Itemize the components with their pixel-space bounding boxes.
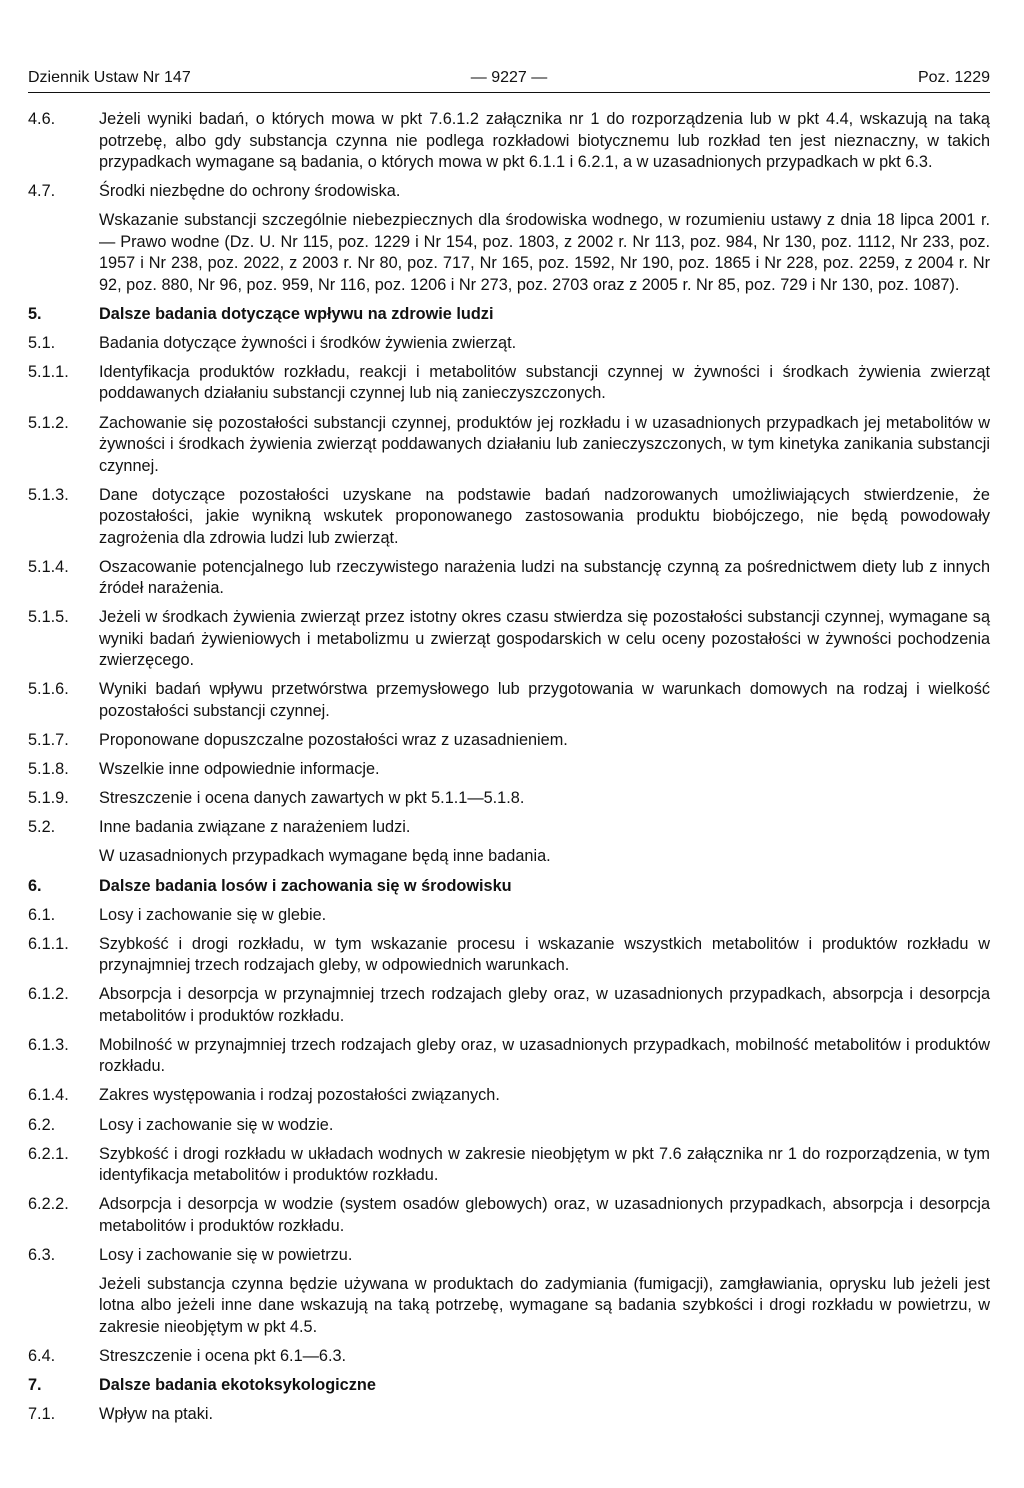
numbered-paragraph bbox=[28, 759, 990, 781]
page-number: — 9227 — bbox=[470, 69, 548, 86]
position-number: Poz. 1229 bbox=[917, 69, 990, 86]
paragraph-number bbox=[28, 210, 99, 296]
numbered-paragraph bbox=[28, 984, 990, 1027]
paragraph-number: 5.1.1. bbox=[28, 362, 69, 381]
numbered-paragraph bbox=[28, 1035, 990, 1078]
paragraph-text: Szybkość i drogi rozkładu, w tym wskazanie procesu i wskazanie wszystkich metabolitów i produktów rozkładu w przynajmniej trzech rodzajach gleby, w odpowiednich warunkach. bbox=[99, 934, 990, 975]
paragraph-text: Wskazanie substancji szczególnie niebezpiecznych dla środowiska wodnego, w rozumieniu ustawy z dnia 18 lipca 2001 r. — Prawo wodne (Dz. U. Nr 115, poz. 1229 i Nr 154, poz. 1803, z 2002 r. Nr 113, poz. 984, Nr 130, poz. 1112, Nr 233, poz. 1957 i Nr 238, poz. 2022, z 2003 r. Nr 80, poz. 717, Nr 165, poz. 1592, Nr 190, poz. 1865 i Nr 228, poz. 2259, z 2004 r. Nr 92, poz. 880, Nr 96, poz. 959, Nr 116, poz. 1206 i Nr 273, poz. 2703 oraz z 2005 r. Nr 85, poz. 729 i Nr 130, poz. 1087). bbox=[99, 211, 990, 294]
paragraph-text: Zakres występowania i rodzaj pozostałości związanych. bbox=[99, 1086, 500, 1105]
paragraph-text: Identyfikacja produktów rozkładu, reakcji i metabolitów substancji czynnej w żywności i środkach żywienia zwierząt poddawanych działaniu substancji czynnej lub nią zanieczyszczonych. bbox=[99, 362, 990, 403]
journal-title: Dziennik Ustaw Nr 147 bbox=[28, 69, 191, 86]
numbered-paragraph bbox=[28, 1404, 990, 1426]
paragraph-text: Jeżeli wyniki badań, o których mowa w pkt 7.6.1.2 załącznika nr 1 do rozporządzenia lub w pkt 4.4, wskazują na taką potrzebę, albo gdy substancja czynna nie podlega rozkładowi biotycznemu lub rozkład ten jest nieznaczny, w takich przypadkach wymagane są badania, o których mowa w pkt 6.1.1 i 6.2.1, a w uzasadnionych przypadkach w pkt 6.3. bbox=[99, 110, 990, 171]
paragraph-number: 5.1.7. bbox=[28, 731, 69, 750]
paragraph-number: 5.1.2. bbox=[28, 413, 69, 432]
numbered-paragraph bbox=[28, 1144, 990, 1187]
paragraph-number: 4.7. bbox=[28, 182, 56, 201]
paragraph-number: 6.1.1. bbox=[28, 934, 69, 953]
paragraph-text: Jeżeli substancja czynna będzie używana w produktach do zadymiania (fumigacji), zamgławiania, oprysku lub jeżeli jest lotna albo jeżeli inne dane wskazują na taką potrzebę, wymagane są badania szybkości i drogi rozkładu w powietrzu, w zakresie nieobjętym w pkt 4.5. bbox=[99, 1274, 990, 1336]
page-header bbox=[28, 66, 990, 93]
numbered-paragraph bbox=[28, 730, 990, 752]
paragraph-text: Proponowane dopuszczalne pozostałości wraz z uzasadnieniem. bbox=[99, 731, 568, 750]
paragraph-text: Dalsze badania losów i zachowania się w środowisku bbox=[99, 876, 512, 895]
paragraph-text: Jeżeli w środkach żywienia zwierząt przez istotny okres czasu stwierdza się pozostałości substancji czynnej, wymagane są wyniki badań żywieniowych i metabolizmu u zwierząt gospodarskich w celu oceny pozostałości w żywności pochodzenia zwierzęcego. bbox=[99, 608, 990, 670]
paragraph-number: 4.6. bbox=[28, 110, 56, 128]
paragraph-text: W uzasadnionych przypadkach wymagane będą inne badania. bbox=[99, 847, 551, 866]
paragraph-number: 6.1.4. bbox=[28, 1086, 69, 1105]
numbered-paragraph bbox=[28, 181, 990, 203]
paragraph-number: 5. bbox=[28, 304, 42, 323]
paragraph-number: 6.1. bbox=[28, 905, 56, 924]
paragraph-number: 5.1.8. bbox=[28, 760, 69, 779]
document-body bbox=[28, 109, 990, 1426]
numbered-paragraph bbox=[28, 557, 990, 600]
numbered-paragraph bbox=[28, 1346, 990, 1368]
numbered-paragraph bbox=[28, 362, 990, 405]
paragraph-number: 6.1.2. bbox=[28, 985, 69, 1004]
paragraph-number: 5.1. bbox=[28, 333, 56, 352]
numbered-paragraph bbox=[28, 817, 990, 839]
numbered-paragraph bbox=[28, 413, 990, 478]
paragraph-text: Streszczenie i ocena pkt 6.1—6.3. bbox=[99, 1347, 347, 1366]
paragraph-text: Wyniki badań wpływu przetwórstwa przemysłowego lub przygotowania w warunkach domowych na rodzaj i wielkość pozostałości substancji czynnej. bbox=[99, 680, 990, 720]
paragraph-number bbox=[28, 846, 99, 868]
paragraph-text: Losy i zachowanie się w powietrzu. bbox=[99, 1245, 353, 1264]
paragraph-number: 5.1.5. bbox=[28, 608, 69, 627]
paragraph-number: 6.4. bbox=[28, 1347, 56, 1366]
numbered-paragraph bbox=[28, 485, 990, 550]
paragraph-text: Badania dotyczące żywności i środków żywienia zwierząt. bbox=[99, 333, 517, 352]
numbered-paragraph bbox=[28, 109, 990, 174]
paragraph-number: 6.2.2. bbox=[28, 1195, 69, 1214]
paragraph-text: Zachowanie się pozostałości substancji czynnej, produktów jej rozkładu i w uzasadnionych przypadkach jej metabolitów w żywności i środkach żywienia zwierząt poddawanych działaniu lub zanieczyszczonych, w tym kinetyka zanikania substancji czynnej. bbox=[99, 413, 990, 475]
paragraph-text: Losy i zachowanie się w wodzie. bbox=[99, 1115, 334, 1134]
numbered-paragraph bbox=[28, 905, 990, 927]
section-heading bbox=[28, 1375, 990, 1397]
paragraph-number: 6.1.3. bbox=[28, 1035, 69, 1054]
paragraph-number: 7.1. bbox=[28, 1405, 56, 1424]
paragraph-number: 5.1.6. bbox=[28, 680, 69, 699]
paragraph-text: Szybkość i drogi rozkładu w układach wodnych w zakresie nieobjętym w pkt 7.6 załącznika nr 1 do rozporządzenia, w tym identyfikacja metabolitów i produktów rozkładu. bbox=[99, 1144, 990, 1185]
paragraph-number bbox=[28, 1274, 99, 1339]
paragraph-text: Dalsze badania ekotoksykologiczne bbox=[99, 1376, 376, 1395]
document-page bbox=[28, 66, 990, 1433]
continuation-paragraph bbox=[28, 1274, 990, 1339]
section-heading bbox=[28, 304, 990, 326]
paragraph-number: 5.1.4. bbox=[28, 557, 69, 576]
numbered-paragraph bbox=[28, 679, 990, 722]
continuation-paragraph bbox=[28, 210, 990, 296]
paragraph-text: Dane dotyczące pozostałości uzyskane na podstawie badań nadzorowanych umożliwiających stwierdzenie, że pozostałości, jakie wynikną wskutek proponowanego zastosowania produktu biobójczego, nie będą powodowały zagrożenia dla zdrowia ludzi lub zwierząt. bbox=[99, 485, 990, 547]
numbered-paragraph bbox=[28, 1115, 990, 1137]
paragraph-number: 6.2. bbox=[28, 1115, 56, 1134]
numbered-paragraph bbox=[28, 1085, 990, 1107]
paragraph-number: 6. bbox=[28, 876, 42, 895]
numbered-paragraph bbox=[28, 607, 990, 672]
numbered-paragraph bbox=[28, 934, 990, 977]
paragraph-text: Losy i zachowanie się w glebie. bbox=[99, 905, 327, 924]
continuation-paragraph bbox=[28, 846, 990, 868]
paragraph-text: Oszacowanie potencjalnego lub rzeczywistego narażenia ludzi na substancję czynną za pośrednictwem diety lub z innych źródeł narażenia. bbox=[99, 557, 990, 598]
numbered-paragraph bbox=[28, 1245, 990, 1267]
paragraph-text: Środki niezbędne do ochrony środowiska. bbox=[99, 182, 401, 201]
numbered-paragraph bbox=[28, 788, 990, 810]
paragraph-number: 6.2.1. bbox=[28, 1144, 69, 1163]
paragraph-number: 5.2. bbox=[28, 818, 56, 837]
paragraph-text: Inne badania związane z narażeniem ludzi. bbox=[99, 818, 411, 837]
paragraph-text: Wszelkie inne odpowiednie informacje. bbox=[99, 760, 380, 779]
paragraph-text: Wpływ na ptaki. bbox=[99, 1405, 214, 1424]
paragraph-text: Mobilność w przynajmniej trzech rodzajach gleby oraz, w uzasadnionych przypadkach, mobilność metabolitów i produktów rozkładu. bbox=[99, 1035, 990, 1076]
paragraph-text: Absorpcja i desorpcja w przynajmniej trzech rodzajach gleby oraz, w uzasadnionych przypadkach, absorpcja i desorpcja metabolitów i produktów rozkładu. bbox=[99, 985, 990, 1025]
numbered-paragraph bbox=[28, 1194, 990, 1237]
paragraph-number: 5.1.9. bbox=[28, 789, 69, 808]
paragraph-number: 6.3. bbox=[28, 1245, 56, 1264]
paragraph-text: Adsorpcja i desorpcja w wodzie (system osadów glebowych) oraz, w uzasadnionych przypadkach, absorpcja i desorpcja metabolitów i produktów rozkładu. bbox=[99, 1195, 990, 1235]
paragraph-number: 7. bbox=[28, 1376, 42, 1395]
numbered-paragraph bbox=[28, 333, 990, 355]
paragraph-number: 5.1.3. bbox=[28, 485, 69, 504]
paragraph-text: Dalsze badania dotyczące wpływu na zdrowie ludzi bbox=[99, 304, 494, 323]
paragraph-text: Streszczenie i ocena danych zawartych w pkt 5.1.1—5.1.8. bbox=[99, 789, 525, 808]
section-heading bbox=[28, 876, 990, 898]
